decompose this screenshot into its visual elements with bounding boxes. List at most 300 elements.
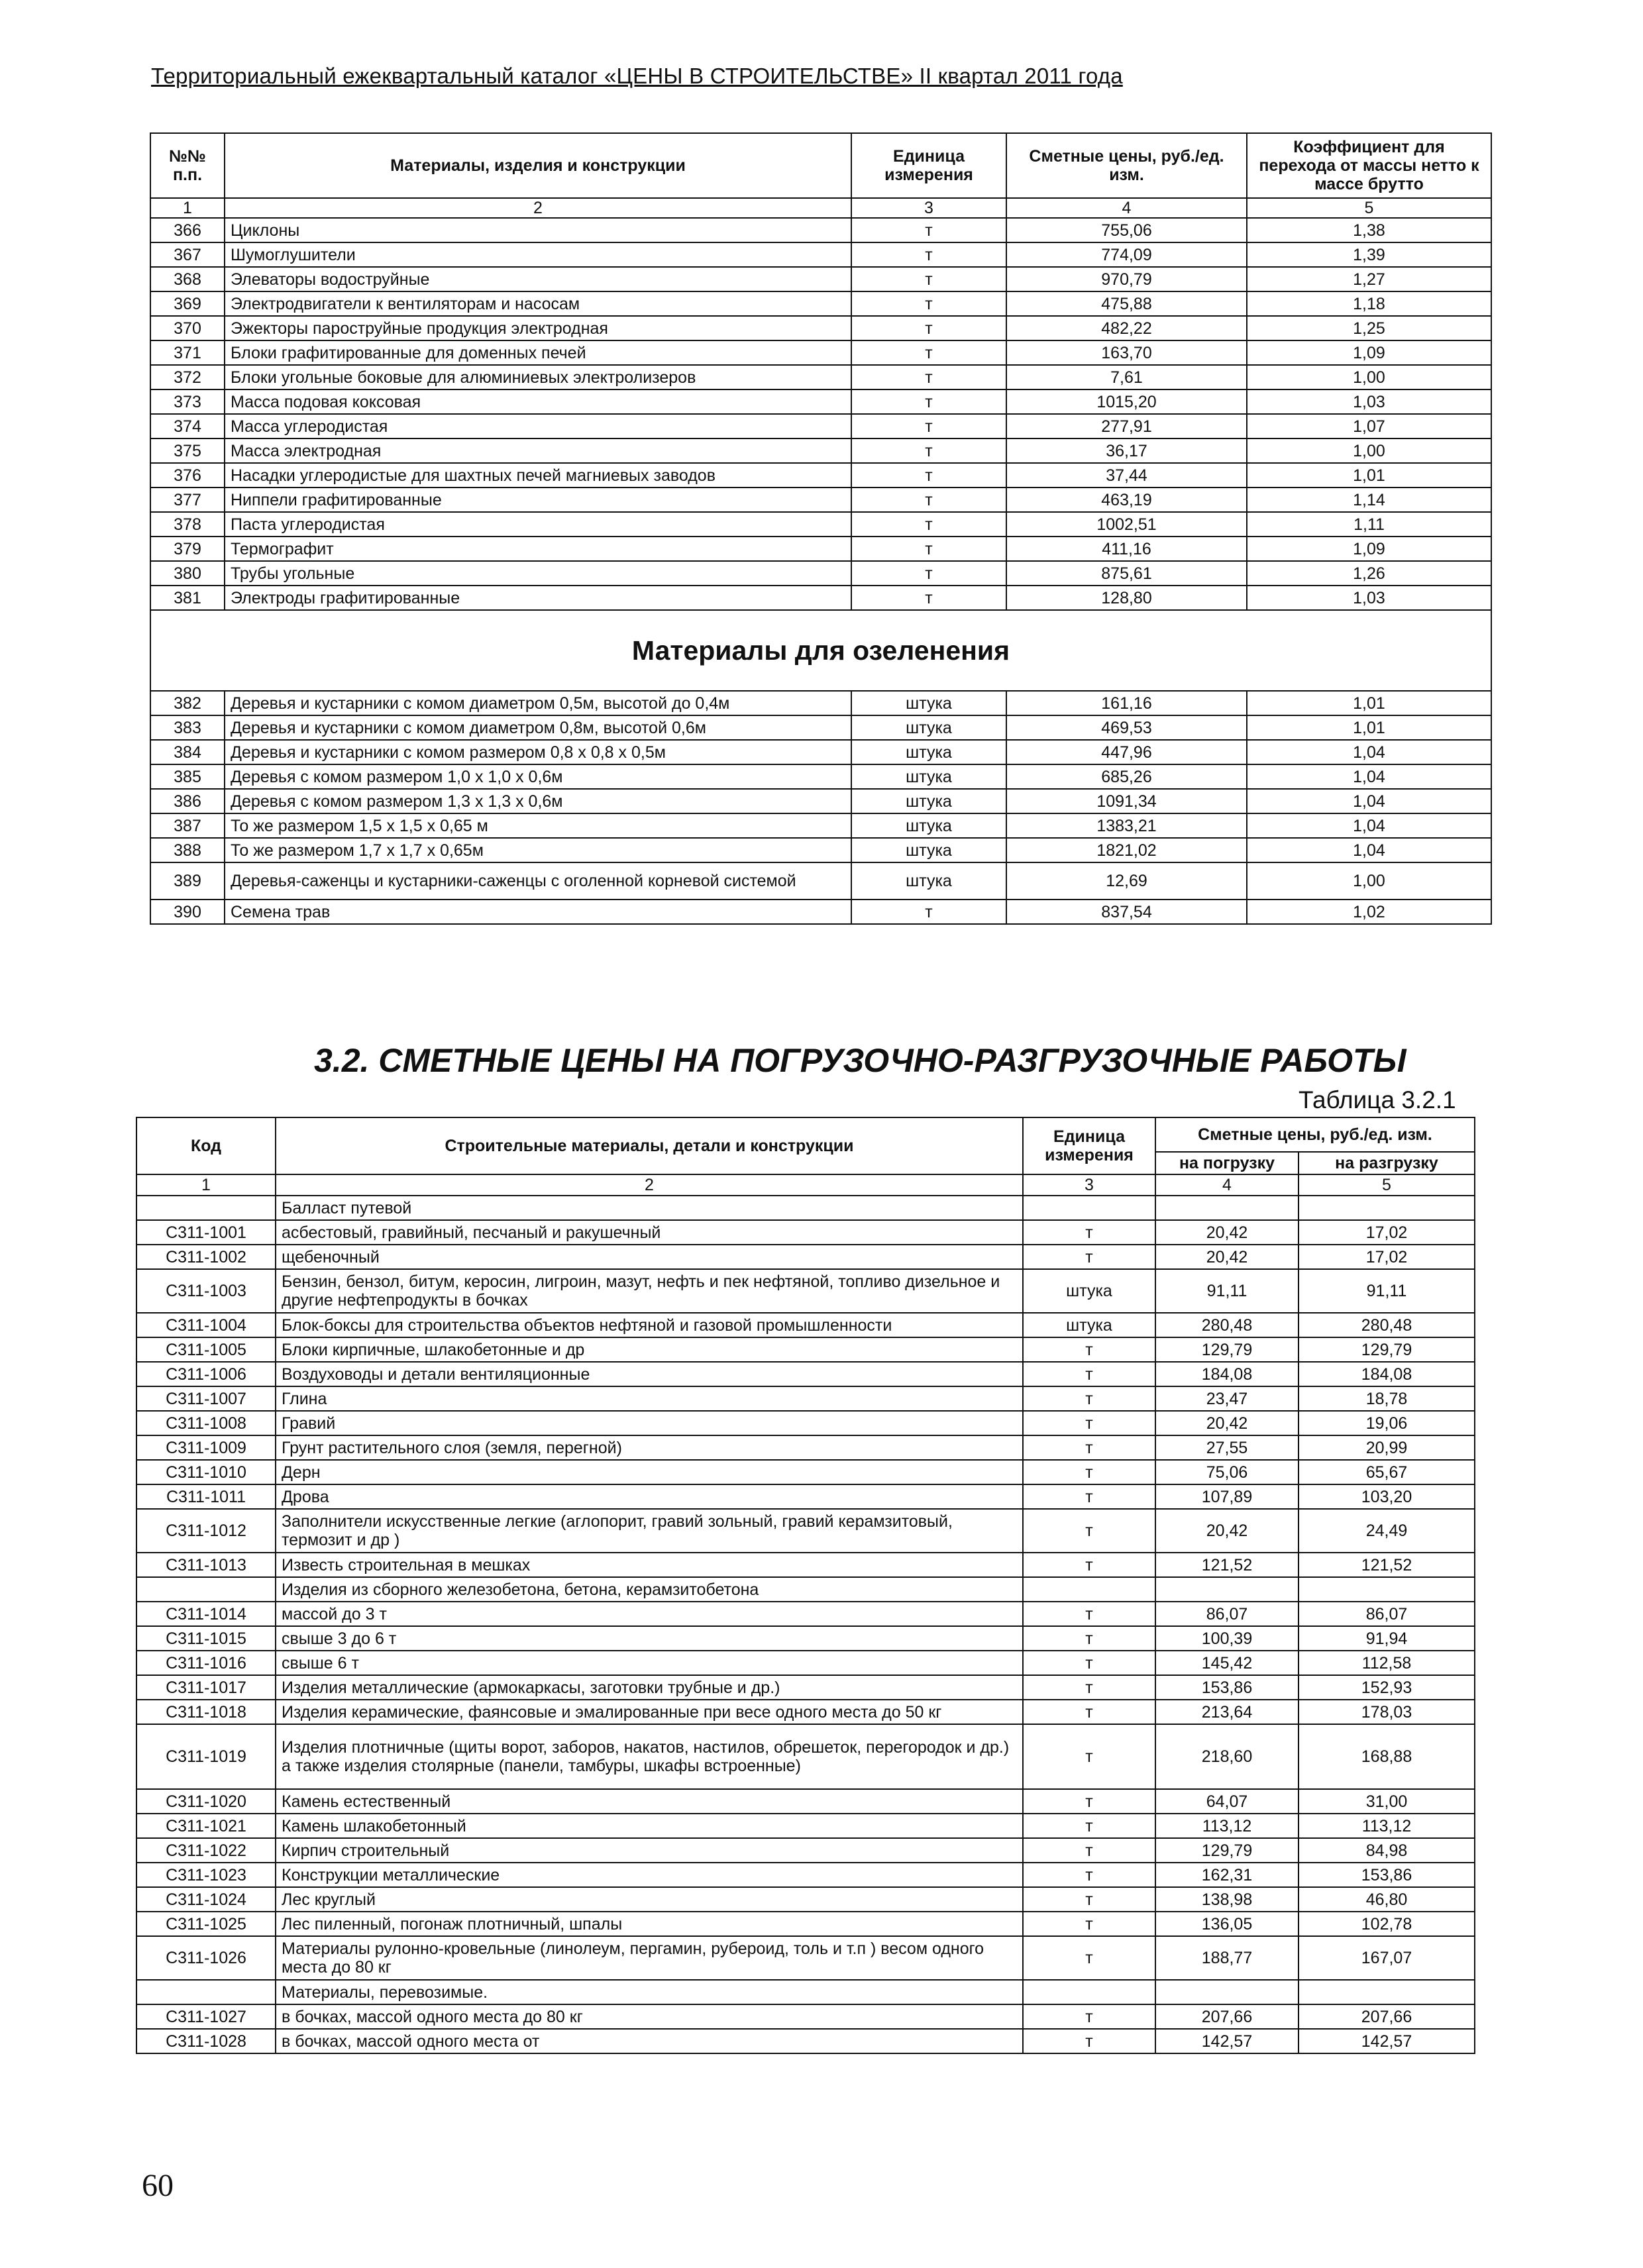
unit: т xyxy=(1023,1220,1155,1245)
price: 475,88 xyxy=(1006,291,1247,316)
col-header-unit: Единица измерения xyxy=(1023,1117,1155,1174)
col-header-coef: Коэффициент для перехода от массы нетто к массе брутто xyxy=(1247,133,1491,198)
material-name: Деревья с комом размером 1,3 х 1,3 х 0,6м xyxy=(225,789,851,813)
item-code: С311-1028 xyxy=(136,2029,276,2053)
price: 161,16 xyxy=(1006,691,1247,715)
unit: т xyxy=(1023,1724,1155,1789)
table-row xyxy=(136,1577,1475,1602)
unit: т xyxy=(851,267,1006,291)
unload-price: 178,03 xyxy=(1298,1700,1475,1724)
table-row xyxy=(136,1814,1475,1838)
material-name: Дрова xyxy=(276,1484,1023,1509)
material-name: массой до 3 т xyxy=(276,1602,1023,1626)
material-name: Термографит xyxy=(225,537,851,561)
unload-price: 17,02 xyxy=(1298,1245,1475,1269)
row-number: 377 xyxy=(150,488,225,512)
coefficient: 1,00 xyxy=(1247,438,1491,463)
table-row xyxy=(150,389,1491,414)
load-price: 86,07 xyxy=(1155,1602,1298,1626)
row-number: 370 xyxy=(150,316,225,340)
unit: т xyxy=(1023,1675,1155,1700)
row-number: 378 xyxy=(150,512,225,537)
item-code: С311-1015 xyxy=(136,1626,276,1651)
price: 970,79 xyxy=(1006,267,1247,291)
load-price: 91,11 xyxy=(1155,1269,1298,1313)
item-code: С311-1014 xyxy=(136,1602,276,1626)
unload-price xyxy=(1298,1980,1475,2004)
material-name: Изделия из сборного железобетона, бетона, керамзитобетона xyxy=(276,1577,1023,1602)
unload-price: 46,80 xyxy=(1298,1887,1475,1912)
unload-price: 19,06 xyxy=(1298,1411,1475,1435)
material-name: Гравий xyxy=(276,1411,1023,1435)
load-price: 107,89 xyxy=(1155,1484,1298,1509)
row-number: 367 xyxy=(150,242,225,267)
unit: т xyxy=(1023,1602,1155,1626)
row-number: 386 xyxy=(150,789,225,813)
price: 1091,34 xyxy=(1006,789,1247,813)
table-row xyxy=(136,1912,1475,1936)
item-code: С311-1022 xyxy=(136,1838,276,1863)
material-name: Масса электродная xyxy=(225,438,851,463)
table-row xyxy=(136,1789,1475,1814)
row-number: 372 xyxy=(150,365,225,389)
price: 875,61 xyxy=(1006,561,1247,586)
price: 685,26 xyxy=(1006,764,1247,789)
coefficient: 1,03 xyxy=(1247,586,1491,610)
unload-price: 17,02 xyxy=(1298,1220,1475,1245)
price: 755,06 xyxy=(1006,218,1247,242)
table-row xyxy=(136,1220,1475,1245)
unload-price: 91,11 xyxy=(1298,1269,1475,1313)
row-number: 368 xyxy=(150,267,225,291)
load-price: 136,05 xyxy=(1155,1912,1298,1936)
table-row xyxy=(150,242,1491,267)
table-row xyxy=(150,813,1491,838)
load-price: 23,47 xyxy=(1155,1386,1298,1411)
table-row xyxy=(136,2004,1475,2029)
material-name: Бензин, бензол, битум, керосин, лигроин, мазут, нефть и пек нефтяной, топливо дизельное и другие нефтепродукты в бочках xyxy=(276,1269,1023,1313)
item-code xyxy=(136,1980,276,2004)
load-price: 121,52 xyxy=(1155,1553,1298,1577)
load-price xyxy=(1155,1577,1298,1602)
material-name: Деревья с комом размером 1,0 х 1,0 х 0,6м xyxy=(225,764,851,789)
item-code: С311-1011 xyxy=(136,1484,276,1509)
unit: т xyxy=(1023,1838,1155,1863)
col-header-name: Материалы, изделия и конструкции xyxy=(225,133,851,198)
unit: т xyxy=(1023,1912,1155,1936)
table-row xyxy=(136,1269,1475,1313)
unit: т xyxy=(851,291,1006,316)
unit: т xyxy=(851,316,1006,340)
price: 447,96 xyxy=(1006,740,1247,764)
table-row xyxy=(150,586,1491,610)
material-name: Глина xyxy=(276,1386,1023,1411)
col-number: 2 xyxy=(225,198,851,218)
load-price: 142,57 xyxy=(1155,2029,1298,2053)
price: 7,61 xyxy=(1006,365,1247,389)
price: 463,19 xyxy=(1006,488,1247,512)
unload-price: 129,79 xyxy=(1298,1337,1475,1362)
unload-price: 167,07 xyxy=(1298,1936,1475,1980)
unit: т xyxy=(1023,1863,1155,1887)
price: 1821,02 xyxy=(1006,838,1247,862)
load-price: 129,79 xyxy=(1155,1838,1298,1863)
material-name: Блоки угольные боковые для алюминиевых электролизеров xyxy=(225,365,851,389)
load-price: 145,42 xyxy=(1155,1651,1298,1675)
row-number: 381 xyxy=(150,586,225,610)
unit: т xyxy=(851,414,1006,438)
item-code: С311-1002 xyxy=(136,1245,276,1269)
item-code: С311-1006 xyxy=(136,1362,276,1386)
col-header-unit: Единица измерения xyxy=(851,133,1006,198)
coefficient: 1,01 xyxy=(1247,463,1491,488)
row-number: 387 xyxy=(150,813,225,838)
table-row xyxy=(150,900,1491,924)
unit: т xyxy=(1023,1362,1155,1386)
coefficient: 1,11 xyxy=(1247,512,1491,537)
unit xyxy=(1023,1980,1155,2004)
load-price: 75,06 xyxy=(1155,1460,1298,1484)
table-row xyxy=(150,340,1491,365)
material-name: Деревья-саженцы и кустарники-саженцы с оголенной корневой системой xyxy=(225,862,851,900)
table-row xyxy=(136,1411,1475,1435)
unit: т xyxy=(851,218,1006,242)
coefficient: 1,00 xyxy=(1247,365,1491,389)
unload-price: 103,20 xyxy=(1298,1484,1475,1509)
unload-price: 84,98 xyxy=(1298,1838,1475,1863)
row-number: 374 xyxy=(150,414,225,438)
price: 37,44 xyxy=(1006,463,1247,488)
row-number: 366 xyxy=(150,218,225,242)
load-price: 218,60 xyxy=(1155,1724,1298,1789)
table-row xyxy=(136,1863,1475,1887)
material-name: Кирпич строительный xyxy=(276,1838,1023,1863)
unit: т xyxy=(1023,1386,1155,1411)
material-name: Насадки углеродистые для шахтных печей магниевых заводов xyxy=(225,463,851,488)
price: 128,80 xyxy=(1006,586,1247,610)
item-code: С311-1024 xyxy=(136,1887,276,1912)
col-header-num: №№ п.п. xyxy=(150,133,225,198)
row-number: 373 xyxy=(150,389,225,414)
row-number: 384 xyxy=(150,740,225,764)
load-price: 20,42 xyxy=(1155,1411,1298,1435)
material-name: щебеночный xyxy=(276,1245,1023,1269)
coefficient: 1,26 xyxy=(1247,561,1491,586)
col-number: 4 xyxy=(1006,198,1247,218)
table-row xyxy=(150,561,1491,586)
item-code: С311-1027 xyxy=(136,2004,276,2029)
material-name: Масса подовая коксовая xyxy=(225,389,851,414)
item-code xyxy=(136,1196,276,1220)
unit: т xyxy=(851,561,1006,586)
item-code: С311-1004 xyxy=(136,1313,276,1337)
material-name: свыше 3 до 6 т xyxy=(276,1626,1023,1651)
material-name: Воздуховоды и детали вентиляционные xyxy=(276,1362,1023,1386)
load-price: 184,08 xyxy=(1155,1362,1298,1386)
col-header-price: Сметные цены, руб./ед. изм. xyxy=(1006,133,1247,198)
unit: штука xyxy=(851,862,1006,900)
unit: т xyxy=(851,488,1006,512)
material-name: Элеваторы водоструйные xyxy=(225,267,851,291)
unit: т xyxy=(1023,1435,1155,1460)
coefficient: 1,02 xyxy=(1247,900,1491,924)
unload-price: 65,67 xyxy=(1298,1460,1475,1484)
unload-price: 207,66 xyxy=(1298,2004,1475,2029)
price: 774,09 xyxy=(1006,242,1247,267)
unload-price: 168,88 xyxy=(1298,1724,1475,1789)
unit: штука xyxy=(851,764,1006,789)
load-price: 20,42 xyxy=(1155,1245,1298,1269)
table-row xyxy=(136,1196,1475,1220)
item-code: С311-1003 xyxy=(136,1269,276,1313)
load-price: 27,55 xyxy=(1155,1435,1298,1460)
material-name: Паста углеродистая xyxy=(225,512,851,537)
unit: т xyxy=(1023,1887,1155,1912)
load-price: 64,07 xyxy=(1155,1789,1298,1814)
unload-price: 112,58 xyxy=(1298,1651,1475,1675)
material-name: Деревья и кустарники с комом диаметром 0,5м, высотой до 0,4м xyxy=(225,691,851,715)
unit: штука xyxy=(851,838,1006,862)
material-name: Изделия металлические (армокаркасы, заготовки трубные и др.) xyxy=(276,1675,1023,1700)
unload-price: 24,49 xyxy=(1298,1509,1475,1553)
unload-price: 184,08 xyxy=(1298,1362,1475,1386)
unit: штука xyxy=(851,789,1006,813)
unit: т xyxy=(1023,1337,1155,1362)
unit: т xyxy=(1023,2029,1155,2053)
table-row xyxy=(136,1435,1475,1460)
table-row xyxy=(150,838,1491,862)
col-number: 3 xyxy=(1023,1174,1155,1196)
coefficient: 1,04 xyxy=(1247,789,1491,813)
load-price: 129,79 xyxy=(1155,1337,1298,1362)
material-name: Материалы рулонно-кровельные (линолеум, пергамин, рубероид, толь и т.п ) весом одного места до 80 кг xyxy=(276,1936,1023,1980)
load-price xyxy=(1155,1980,1298,2004)
load-price: 20,42 xyxy=(1155,1509,1298,1553)
table-row xyxy=(136,1651,1475,1675)
table-row xyxy=(136,1936,1475,1980)
coefficient: 1,25 xyxy=(1247,316,1491,340)
item-code: С311-1005 xyxy=(136,1337,276,1362)
table-row xyxy=(136,1245,1475,1269)
unit: т xyxy=(851,389,1006,414)
table-row xyxy=(150,438,1491,463)
table-row xyxy=(150,218,1491,242)
price: 277,91 xyxy=(1006,414,1247,438)
unit: штука xyxy=(1023,1269,1155,1313)
load-price xyxy=(1155,1196,1298,1220)
unit: т xyxy=(1023,1460,1155,1484)
price: 1002,51 xyxy=(1006,512,1247,537)
unit: т xyxy=(851,463,1006,488)
item-code: С311-1008 xyxy=(136,1411,276,1435)
unit: т xyxy=(851,340,1006,365)
col-header-unload: на разгрузку xyxy=(1298,1152,1475,1174)
coefficient: 1,04 xyxy=(1247,764,1491,789)
material-name: Камень естественный xyxy=(276,1789,1023,1814)
unit: т xyxy=(1023,1651,1155,1675)
unit: т xyxy=(1023,1936,1155,1980)
material-name: Лес пиленный, погонаж плотничный, шпалы xyxy=(276,1912,1023,1936)
table-row xyxy=(136,1362,1475,1386)
row-number: 380 xyxy=(150,561,225,586)
col-number: 1 xyxy=(150,198,225,218)
catalog-header: Территориальный ежеквартальный каталог «ЦЕНЫ В СТРОИТЕЛЬСТВЕ» II квартал 2011 года xyxy=(151,64,1123,88)
col-number: 5 xyxy=(1298,1174,1475,1196)
unload-price: 142,57 xyxy=(1298,2029,1475,2053)
table-row xyxy=(136,1602,1475,1626)
unload-price: 121,52 xyxy=(1298,1553,1475,1577)
unit: т xyxy=(851,438,1006,463)
unit: т xyxy=(1023,1814,1155,1838)
item-code: С311-1018 xyxy=(136,1700,276,1724)
material-name: То же размером 1,5 х 1,5 х 0,65 м xyxy=(225,813,851,838)
unload-price: 102,78 xyxy=(1298,1912,1475,1936)
load-price: 162,31 xyxy=(1155,1863,1298,1887)
load-price: 207,66 xyxy=(1155,2004,1298,2029)
material-name: Дерн xyxy=(276,1460,1023,1484)
section-title: 3.2. СМЕТНЫЕ ЦЕНЫ НА ПОГРУЗОЧНО-РАЗГРУЗОЧНЫЕ РАБОТЫ xyxy=(314,1042,1406,1079)
unload-price xyxy=(1298,1196,1475,1220)
load-price: 20,42 xyxy=(1155,1220,1298,1245)
coefficient: 1,01 xyxy=(1247,715,1491,740)
material-name: Блок-боксы для строительства объектов нефтяной и газовой промышленности xyxy=(276,1313,1023,1337)
unit xyxy=(1023,1577,1155,1602)
unit: штука xyxy=(851,813,1006,838)
item-code: С311-1019 xyxy=(136,1724,276,1789)
table-row xyxy=(150,365,1491,389)
coefficient: 1,04 xyxy=(1247,740,1491,764)
material-name: Грунт растительного слоя (земля, перегной) xyxy=(276,1435,1023,1460)
item-code: С311-1025 xyxy=(136,1912,276,1936)
col-number: 5 xyxy=(1247,198,1491,218)
table-row xyxy=(150,463,1491,488)
price: 1383,21 xyxy=(1006,813,1247,838)
unit: т xyxy=(1023,1626,1155,1651)
unload-price: 153,86 xyxy=(1298,1863,1475,1887)
unload-price: 31,00 xyxy=(1298,1789,1475,1814)
material-name: Трубы угольные xyxy=(225,561,851,586)
unload-price: 91,94 xyxy=(1298,1626,1475,1651)
coefficient: 1,04 xyxy=(1247,813,1491,838)
unit: штука xyxy=(851,691,1006,715)
coefficient: 1,38 xyxy=(1247,218,1491,242)
material-name: Балласт путевой xyxy=(276,1196,1023,1220)
unit: т xyxy=(851,242,1006,267)
table-row xyxy=(150,537,1491,561)
col-number: 1 xyxy=(136,1174,276,1196)
unit: т xyxy=(851,537,1006,561)
table-row xyxy=(150,512,1491,537)
table-row xyxy=(136,1553,1475,1577)
unit: т xyxy=(851,586,1006,610)
table-row xyxy=(150,267,1491,291)
table-row xyxy=(150,691,1491,715)
material-name: Деревья и кустарники с комом размером 0,8 х 0,8 х 0,5м xyxy=(225,740,851,764)
col-header-price: Сметные цены, руб./ед. изм. xyxy=(1155,1117,1475,1152)
table-row xyxy=(136,1484,1475,1509)
price: 163,70 xyxy=(1006,340,1247,365)
material-name: Ниппели графитированные xyxy=(225,488,851,512)
item-code: С311-1023 xyxy=(136,1863,276,1887)
material-name: Деревья и кустарники с комом диаметром 0,8м, высотой 0,6м xyxy=(225,715,851,740)
item-code: С311-1020 xyxy=(136,1789,276,1814)
unit: штука xyxy=(851,715,1006,740)
item-code: С311-1010 xyxy=(136,1460,276,1484)
col-number: 4 xyxy=(1155,1174,1298,1196)
row-number: 376 xyxy=(150,463,225,488)
price: 411,16 xyxy=(1006,537,1247,561)
coefficient: 1,07 xyxy=(1247,414,1491,438)
unit: т xyxy=(1023,2004,1155,2029)
unload-price: 20,99 xyxy=(1298,1435,1475,1460)
material-name: в бочках, массой одного места от xyxy=(276,2029,1023,2053)
material-name: Блоки кирпичные, шлакобетонные и др xyxy=(276,1337,1023,1362)
material-name: Лес круглый xyxy=(276,1887,1023,1912)
material-name: в бочках, массой одного места до 80 кг xyxy=(276,2004,1023,2029)
unload-price: 152,93 xyxy=(1298,1675,1475,1700)
unit: т xyxy=(851,512,1006,537)
item-code: С311-1026 xyxy=(136,1936,276,1980)
table-row xyxy=(136,1626,1475,1651)
coefficient: 1,09 xyxy=(1247,340,1491,365)
coefficient: 1,00 xyxy=(1247,862,1491,900)
load-price: 138,98 xyxy=(1155,1887,1298,1912)
row-number: 379 xyxy=(150,537,225,561)
coefficient: 1,01 xyxy=(1247,691,1491,715)
table-row xyxy=(136,1313,1475,1337)
unit: т xyxy=(1023,1509,1155,1553)
row-number: 388 xyxy=(150,838,225,862)
unit: т xyxy=(1023,1789,1155,1814)
table-row xyxy=(150,764,1491,789)
col-header-code: Код xyxy=(136,1117,276,1174)
material-name: свыше 6 т xyxy=(276,1651,1023,1675)
table-row xyxy=(150,291,1491,316)
price: 469,53 xyxy=(1006,715,1247,740)
table-label: Таблица 3.2.1 xyxy=(1298,1086,1456,1113)
item-code: С311-1007 xyxy=(136,1386,276,1411)
material-name: Циклоны xyxy=(225,218,851,242)
table-row xyxy=(150,316,1491,340)
coefficient: 1,27 xyxy=(1247,267,1491,291)
table-row xyxy=(136,1724,1475,1789)
coefficient: 1,04 xyxy=(1247,838,1491,862)
material-name: Изделия плотничные (щиты ворот, заборов, накатов, настилов, обрешеток, перегородок и др.) а также изделия столярные (панели, тамбуры, шкафы встроенные) xyxy=(276,1724,1023,1789)
material-name: Шумоглушители xyxy=(225,242,851,267)
table-row xyxy=(136,1980,1475,2004)
load-price: 113,12 xyxy=(1155,1814,1298,1838)
col-header-name: Строительные материалы, детали и конструкции xyxy=(276,1117,1023,1174)
row-number: 390 xyxy=(150,900,225,924)
table-row xyxy=(150,488,1491,512)
material-name: Электроды графитированные xyxy=(225,586,851,610)
row-number: 375 xyxy=(150,438,225,463)
unit: т xyxy=(1023,1700,1155,1724)
material-name: Заполнители искусственные легкие (аглопорит, гравий зольный, гравий керамзитовый, термозит и др ) xyxy=(276,1509,1023,1553)
loading-prices-table xyxy=(136,1117,1475,2054)
material-name: Электродвигатели к вентиляторам и насосам xyxy=(225,291,851,316)
load-price: 188,77 xyxy=(1155,1936,1298,1980)
unit: т xyxy=(851,365,1006,389)
table-row xyxy=(136,1386,1475,1411)
material-name: То же размером 1,7 х 1,7 х 0,65м xyxy=(225,838,851,862)
unit: т xyxy=(1023,1411,1155,1435)
table-row xyxy=(136,1509,1475,1553)
material-name: Изделия керамические, фаянсовые и эмалированные при весе одного места до 50 кг xyxy=(276,1700,1023,1724)
unit: штука xyxy=(851,740,1006,764)
row-number: 369 xyxy=(150,291,225,316)
unload-price: 86,07 xyxy=(1298,1602,1475,1626)
